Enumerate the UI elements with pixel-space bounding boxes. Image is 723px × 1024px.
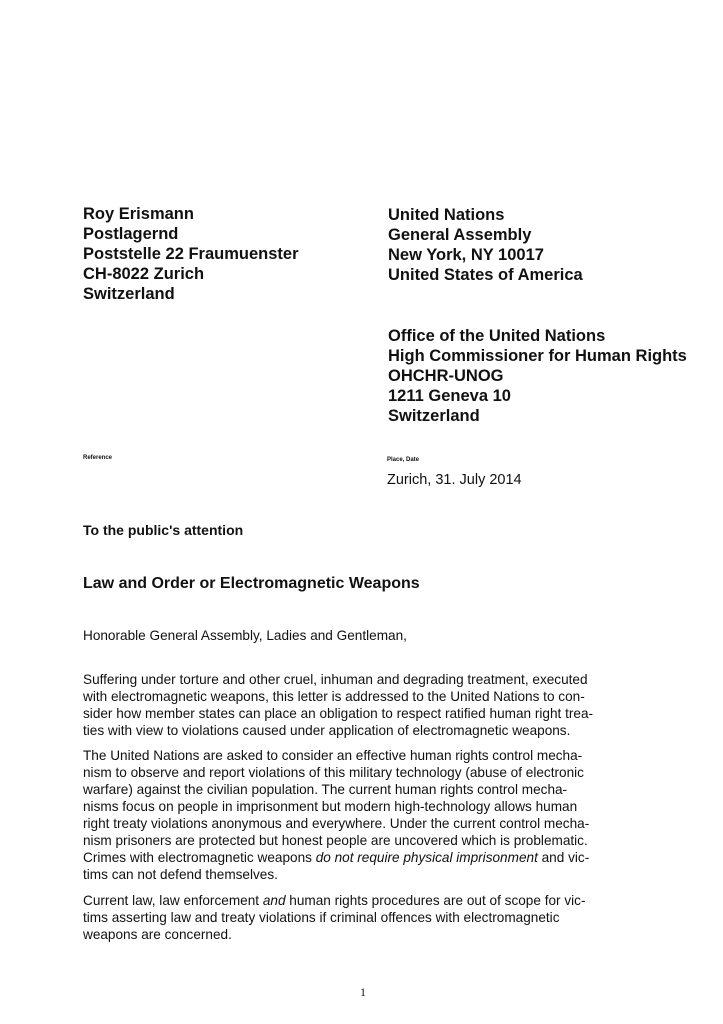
- sender-line: CH-8022 Zurich: [83, 265, 205, 283]
- paragraph-line: with electromagnetic weapons, this letter is addressed to the United Nations to con-: [83, 689, 585, 704]
- sender-address: [83, 204, 299, 304]
- paragraph-3: [83, 892, 585, 943]
- paragraph-line: [83, 892, 585, 909]
- page-number: 1: [360, 985, 366, 999]
- place-date: Zurich, 31. July 2014: [387, 472, 522, 488]
- paragraph-2: [83, 747, 589, 883]
- paragraph-line: [83, 849, 589, 866]
- emphasis-text: and: [262, 893, 286, 908]
- text-run: human rights procedures are out of scope for vic-: [285, 893, 586, 908]
- recipient-line: 1211 Geneva 10: [388, 387, 511, 405]
- paragraph-line: The United Nations are asked to consider an effective human rights control mecha-: [83, 748, 583, 763]
- paragraph-line: warfare) against the civilian population. The current human rights control mecha-: [83, 782, 568, 797]
- paragraph-line: right treaty violations anonymous and everywhere. Under the current control mecha-: [83, 816, 590, 831]
- sender-line: Switzerland: [83, 285, 175, 303]
- recipient-address-ohchr: [388, 326, 687, 426]
- place-date-label: Place, Date: [387, 457, 420, 463]
- text-run: Current law, law enforcement: [83, 893, 263, 908]
- sender-line: Poststelle 22 Fraumuenster: [83, 245, 299, 263]
- paragraph-line: weapons are concerned.: [83, 927, 232, 942]
- paragraph-line: tims asserting law and treaty violations if criminal offences with electromagnetic: [83, 910, 560, 925]
- recipient-line: High Commissioner for Human Rights: [388, 347, 687, 365]
- emphasis-text: do not require physical imprisonment: [315, 850, 538, 865]
- text-run: and vic-: [537, 850, 590, 865]
- sender-name: Roy Erismann: [83, 205, 194, 223]
- paragraph-line: nism prisoners are protected but honest people are uncovered which is problematic.: [83, 833, 588, 848]
- paragraph-line: ties with view to violations caused under application of electromagnetic weapons.: [83, 723, 571, 738]
- recipient-line: General Assembly: [388, 226, 532, 244]
- reference-label: Reference: [83, 455, 113, 461]
- recipient-address-general-assembly: [388, 205, 583, 285]
- recipient-line: United States of America: [388, 266, 583, 284]
- sender-line: Postlagernd: [83, 225, 179, 243]
- recipient-line: Switzerland: [388, 407, 480, 425]
- attention-line: To the public's attention: [83, 522, 244, 538]
- paragraph-1: [83, 671, 593, 739]
- paragraph-line: tims can not defend themselves.: [83, 867, 278, 882]
- paragraph-line: Suffering under torture and other cruel, inhuman and degrading treatment, executed: [83, 672, 588, 687]
- salutation: Honorable General Assembly, Ladies and Gentleman,: [83, 628, 407, 643]
- paragraph-line: nism to observe and report violations of this military technology (abuse of electronic: [83, 765, 584, 780]
- recipient-line: United Nations: [388, 206, 505, 224]
- recipient-line: Office of the United Nations: [388, 327, 606, 345]
- text-run: Crimes with electromagnetic weapons: [83, 850, 316, 865]
- recipient-line: New York, NY 10017: [388, 246, 544, 264]
- paragraph-line: nisms focus on people in imprisonment but modern high-technology allows human: [83, 799, 578, 814]
- recipient-line: OHCHR-UNOG: [388, 367, 504, 385]
- paragraph-line: sider how member states can place an obligation to respect ratified human right trea-: [83, 706, 594, 721]
- subject-heading: Law and Order or Electromagnetic Weapons: [83, 575, 420, 592]
